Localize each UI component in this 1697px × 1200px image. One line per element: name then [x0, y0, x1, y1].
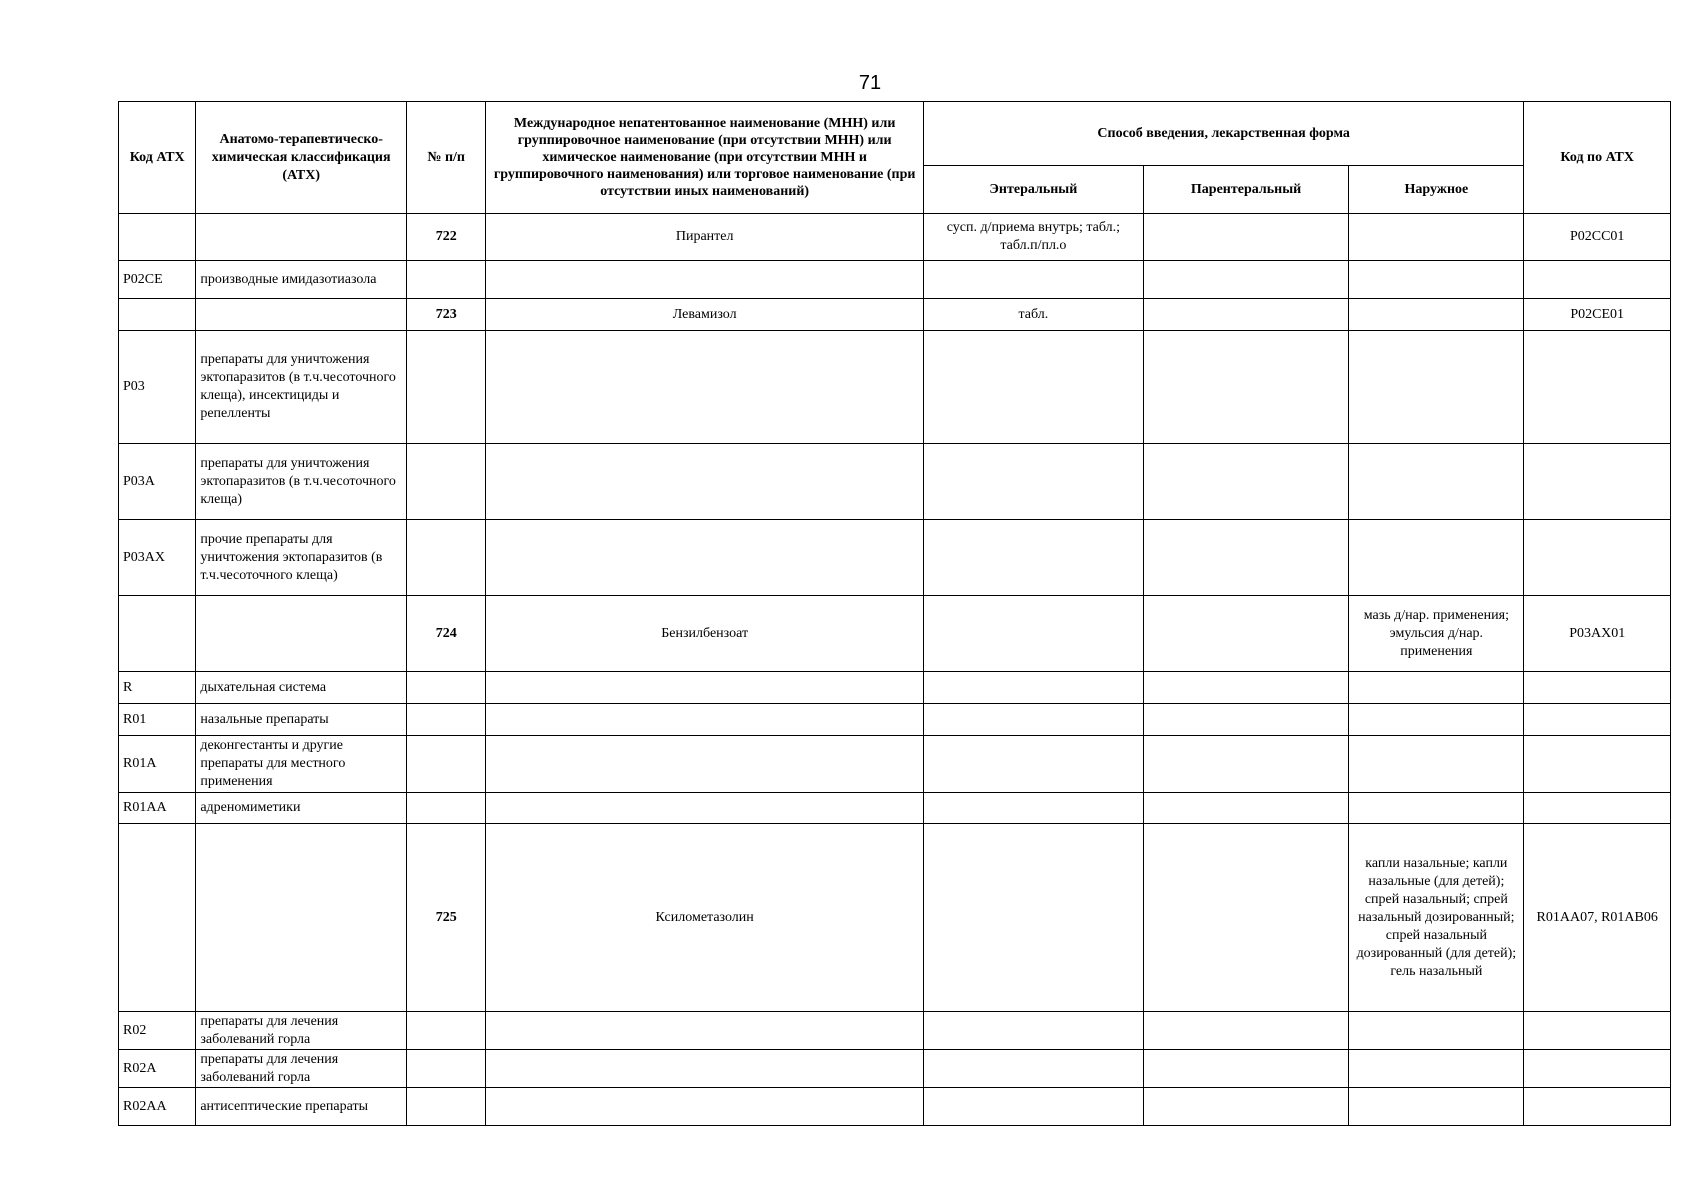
row-classification	[196, 299, 407, 331]
row-parenteral	[1143, 793, 1349, 824]
row-name	[486, 1012, 924, 1050]
row-external	[1349, 1088, 1524, 1126]
row-enteral: сусп. д/приема внутрь; табл.; табл.п/пл.о	[923, 214, 1143, 261]
row-parenteral	[1143, 1050, 1349, 1088]
row-num	[407, 331, 486, 444]
row-parenteral	[1143, 736, 1349, 793]
row-external	[1349, 261, 1524, 299]
table-row	[119, 331, 1671, 444]
row-num	[407, 672, 486, 704]
row-enteral	[923, 704, 1143, 736]
row-enteral	[923, 1012, 1143, 1050]
row-parenteral	[1143, 299, 1349, 331]
row-num	[407, 1012, 486, 1050]
row-external	[1349, 704, 1524, 736]
table-row	[119, 824, 1671, 1012]
row-code	[119, 596, 196, 672]
row-parenteral	[1143, 704, 1349, 736]
row-atx-code	[1524, 331, 1671, 444]
row-atx-code	[1524, 672, 1671, 704]
row-code: R01	[119, 704, 196, 736]
row-classification	[196, 824, 407, 1012]
header-code-by-atx: Код по АТХ	[1524, 102, 1671, 214]
row-name	[486, 793, 924, 824]
row-external	[1349, 672, 1524, 704]
row-external	[1349, 214, 1524, 261]
row-external	[1349, 299, 1524, 331]
row-num	[407, 520, 486, 596]
row-external	[1349, 793, 1524, 824]
row-parenteral	[1143, 672, 1349, 704]
row-num	[407, 261, 486, 299]
header-classification: Анатомо-терапевтическо-химическая классификация (АТХ)	[196, 102, 407, 214]
row-atx-code: P02CC01	[1524, 214, 1671, 261]
page-number: 71	[858, 72, 882, 94]
row-enteral	[923, 520, 1143, 596]
header-name: Международное непатентованное наименование (МНН) или группировочное наименование (при отсутствии МНН) или химическое наименование (при отсутствии МНН и группировочного наименования) или торговое наименование (при отсутствии иных наименований)	[486, 102, 924, 214]
header-route-group: Способ введения, лекарственная форма	[923, 102, 1523, 166]
table-row	[119, 1050, 1671, 1088]
row-code	[119, 824, 196, 1012]
table-row	[119, 672, 1671, 704]
row-external	[1349, 1012, 1524, 1050]
header-external: Наружное	[1349, 166, 1524, 214]
header-parenteral: Парентеральный	[1143, 166, 1349, 214]
row-atx-code	[1524, 261, 1671, 299]
row-parenteral	[1143, 596, 1349, 672]
row-classification: антисептические препараты	[196, 1088, 407, 1126]
row-code: R02A	[119, 1050, 196, 1088]
table-row	[119, 214, 1671, 261]
row-num	[407, 1050, 486, 1088]
row-num: 725	[407, 824, 486, 1012]
header-num: № п/п	[407, 102, 486, 214]
row-enteral	[923, 261, 1143, 299]
row-name	[486, 704, 924, 736]
row-enteral	[923, 824, 1143, 1012]
row-enteral	[923, 672, 1143, 704]
drug-table	[118, 101, 1671, 1126]
row-parenteral	[1143, 214, 1349, 261]
row-external	[1349, 1050, 1524, 1088]
table-row	[119, 520, 1671, 596]
row-code: R01AA	[119, 793, 196, 824]
row-classification: дыхательная система	[196, 672, 407, 704]
row-name: Бензилбензоат	[486, 596, 924, 672]
row-enteral	[923, 444, 1143, 520]
row-atx-code	[1524, 444, 1671, 520]
row-classification: препараты для уничтожения эктопаразитов (в т.ч.чесоточного клеща)	[196, 444, 407, 520]
row-code: R02	[119, 1012, 196, 1050]
row-name	[486, 444, 924, 520]
row-name: Пирантел	[486, 214, 924, 261]
row-atx-code	[1524, 1088, 1671, 1126]
row-code: R02AA	[119, 1088, 196, 1126]
table-row	[119, 1012, 1671, 1050]
row-classification: адреномиметики	[196, 793, 407, 824]
row-code	[119, 299, 196, 331]
table-row	[119, 299, 1671, 331]
row-parenteral	[1143, 444, 1349, 520]
row-atx-code	[1524, 1012, 1671, 1050]
row-classification: деконгестанты и другие препараты для местного применения	[196, 736, 407, 793]
table-row	[119, 444, 1671, 520]
row-atx-code	[1524, 793, 1671, 824]
row-external	[1349, 736, 1524, 793]
row-external	[1349, 331, 1524, 444]
table-row	[119, 1088, 1671, 1126]
row-atx-code	[1524, 736, 1671, 793]
row-external	[1349, 444, 1524, 520]
row-name	[486, 736, 924, 793]
row-name	[486, 520, 924, 596]
row-atx-code: P03AX01	[1524, 596, 1671, 672]
row-enteral	[923, 793, 1143, 824]
row-atx-code	[1524, 520, 1671, 596]
table-row	[119, 261, 1671, 299]
row-code: P02CE	[119, 261, 196, 299]
row-name	[486, 1050, 924, 1088]
row-parenteral	[1143, 824, 1349, 1012]
row-enteral	[923, 331, 1143, 444]
row-enteral	[923, 596, 1143, 672]
row-name	[486, 1088, 924, 1126]
row-atx-code: P02CE01	[1524, 299, 1671, 331]
row-name	[486, 331, 924, 444]
row-classification	[196, 214, 407, 261]
row-atx-code	[1524, 704, 1671, 736]
row-parenteral	[1143, 331, 1349, 444]
row-num	[407, 793, 486, 824]
row-external: мазь д/нар. применения; эмульсия д/нар. применения	[1349, 596, 1524, 672]
row-num	[407, 736, 486, 793]
row-classification: препараты для уничтожения эктопаразитов (в т.ч.чесоточного клеща), инсектициды и репелленты	[196, 331, 407, 444]
row-num: 722	[407, 214, 486, 261]
header-enteral: Энтеральный	[923, 166, 1143, 214]
row-classification: прочие препараты для уничтожения эктопаразитов (в т.ч.чесоточного клеща)	[196, 520, 407, 596]
row-code: P03AX	[119, 520, 196, 596]
row-classification: препараты для лечения заболеваний горла	[196, 1050, 407, 1088]
row-num	[407, 444, 486, 520]
table-row	[119, 736, 1671, 793]
row-name: Левамизол	[486, 299, 924, 331]
row-classification: препараты для лечения заболеваний горла	[196, 1012, 407, 1050]
row-classification: назальные препараты	[196, 704, 407, 736]
row-num	[407, 1088, 486, 1126]
row-external	[1349, 520, 1524, 596]
row-external: капли назальные; капли назальные (для детей); спрей назальный; спрей назальный дозированный; спрей назальный дозированный (для детей); гель назальный	[1349, 824, 1524, 1012]
row-enteral	[923, 1088, 1143, 1126]
row-enteral	[923, 736, 1143, 793]
row-atx-code	[1524, 1050, 1671, 1088]
table-row	[119, 704, 1671, 736]
row-name	[486, 261, 924, 299]
row-parenteral	[1143, 520, 1349, 596]
row-classification: производные имидазотиазола	[196, 261, 407, 299]
row-parenteral	[1143, 1012, 1349, 1050]
table-row	[119, 596, 1671, 672]
row-num: 723	[407, 299, 486, 331]
row-name: Ксилометазолин	[486, 824, 924, 1012]
row-code	[119, 214, 196, 261]
row-code: P03A	[119, 444, 196, 520]
row-code: P03	[119, 331, 196, 444]
row-num: 724	[407, 596, 486, 672]
header-code-atx: Код АТХ	[119, 102, 196, 214]
row-parenteral	[1143, 1088, 1349, 1126]
row-code: R01A	[119, 736, 196, 793]
row-num	[407, 704, 486, 736]
row-parenteral	[1143, 261, 1349, 299]
row-classification	[196, 596, 407, 672]
table-row	[119, 793, 1671, 824]
row-atx-code: R01AA07, R01AB06	[1524, 824, 1671, 1012]
row-enteral	[923, 1050, 1143, 1088]
row-enteral: табл.	[923, 299, 1143, 331]
row-code: R	[119, 672, 196, 704]
row-name	[486, 672, 924, 704]
